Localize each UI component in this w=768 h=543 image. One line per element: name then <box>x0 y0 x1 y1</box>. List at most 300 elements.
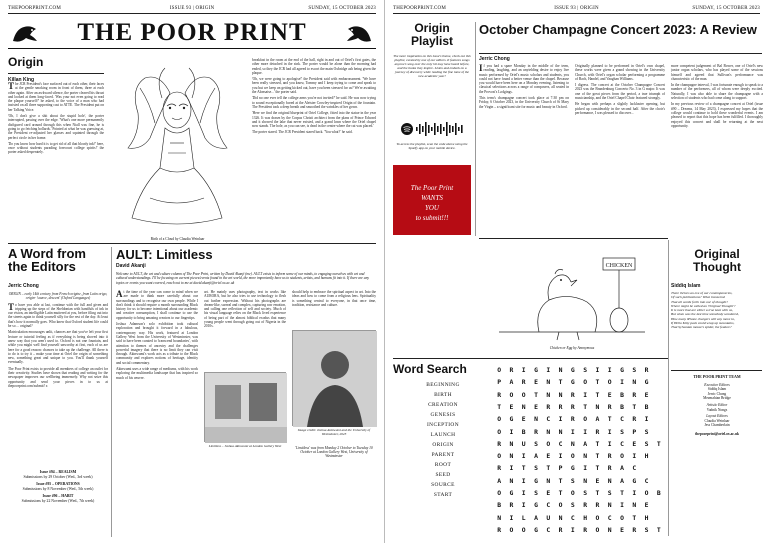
wordsearch-letter[interactable]: R <box>595 501 600 510</box>
wordsearch-letter[interactable]: E <box>521 415 526 424</box>
header-date: SUNDAY, 15 OCTOBER 2023 <box>692 6 760 11</box>
wordsearch-letter[interactable]: N <box>570 439 575 448</box>
wordsearch-word: CREATION <box>428 402 458 408</box>
wordsearch-letter[interactable]: R <box>632 525 637 534</box>
wordsearch-letter[interactable]: S <box>644 439 649 448</box>
wordsearch-letter[interactable]: I <box>509 427 514 436</box>
wordsearch-word: ORIGIN <box>432 442 454 448</box>
wordsearch-letter[interactable]: G <box>570 378 575 387</box>
wordsearch-letter[interactable]: T <box>558 488 563 497</box>
wordsearch-letter[interactable]: H <box>583 513 588 522</box>
wordsearch-letter[interactable]: T <box>595 464 600 473</box>
paragraph: 'Oh, I don't give a shit about the stupid hole', the porter interrupted, passing over the edge. 'What's one more permanently disfigured card around through this when Niall was fine, he is going to go fetching bollards.' Pointed at what he was guessing at, the President re-adjusted her glasses and squinted through the perfect circle in her frame. <box>8 114 104 140</box>
wordsearch-letter[interactable]: I <box>558 415 563 424</box>
wordsearch-letter[interactable]: G <box>644 378 649 387</box>
wordsearch-letter[interactable] <box>653 389 665 401</box>
spotify-caption: To access the playlist, scan the code above using the Spotify app on your mobile device. <box>396 142 468 150</box>
poem-line: That Sylvanian mouse's spider, the feature? <box>671 325 732 330</box>
wordsearch-letter[interactable]: I <box>570 427 575 436</box>
wordsearch-letter[interactable]: B <box>497 501 502 510</box>
wordsearch-letter[interactable]: T <box>607 415 612 424</box>
original-thought-poem <box>671 291 763 361</box>
poem-line: How many iPhone chargers will any move to, <box>671 316 735 321</box>
wordsearch-letter[interactable]: N <box>632 378 637 387</box>
wordsearch-letter[interactable]: O <box>620 452 624 461</box>
wordsearch-letter[interactable]: A <box>620 464 624 473</box>
wordsearch-letter[interactable]: I <box>521 452 526 461</box>
wordsearch-letter[interactable]: H <box>644 452 649 461</box>
wordsearch-letter[interactable]: C <box>546 525 551 534</box>
wordsearch-letter[interactable]: I <box>644 415 649 424</box>
chicken-or-egg-illustration <box>479 240 665 344</box>
wordsearch-letter[interactable]: I <box>583 464 588 473</box>
issue-detail: Submissions by 29 October (Wed., 3rd week) <box>23 474 93 479</box>
wordsearch-letter[interactable]: R <box>497 439 502 448</box>
wordsearch-letter[interactable]: E <box>546 488 551 497</box>
wordsearch-letter[interactable]: R <box>497 525 502 534</box>
wordsearch-letter[interactable]: E <box>534 402 538 411</box>
wordsearch-letter[interactable]: R <box>570 402 575 411</box>
wordsearch-letter[interactable]: B <box>620 390 624 399</box>
paragraph: This term's champagne concert took place at 7:30 pm on Friday, 6 October 2023, in the University Church of St Mary the Virgin – a significant site for music and beauty in Oxford. <box>479 96 569 109</box>
wordsearch-letter[interactable]: C <box>607 513 612 522</box>
wordsearch-letter[interactable]: I <box>509 513 514 522</box>
wordsearch-letter[interactable]: C <box>570 513 575 522</box>
wordsearch-letter[interactable]: R <box>570 390 575 399</box>
origin-story-continued <box>252 58 376 236</box>
paragraph: more competent judgement of Bal Bower, one of Oriel's new junior organ scholars, who has played some of the sessions himself and agreed that Sullivan's performance was characteristic of the man. <box>671 64 763 81</box>
wordsearch-letter[interactable]: O <box>570 488 575 497</box>
poem-line: That all words forth into our of thought? <box>671 299 728 304</box>
team-email[interactable]: thepoorprint@oriel.ox.ac.uk <box>695 431 739 436</box>
wordsearch-letter[interactable]: G <box>620 366 624 375</box>
wordsearch-letter[interactable]: N <box>546 390 551 399</box>
wordsearch-letter[interactable]: E <box>607 390 612 399</box>
wordsearch-letter[interactable]: I <box>558 452 563 461</box>
wordsearch-letter[interactable]: T <box>534 390 538 399</box>
wordsearch-letter[interactable]: L <box>521 513 526 522</box>
wordsearch-letter[interactable]: T <box>546 464 551 473</box>
header-site: THEPOORPRINT.COM <box>8 6 61 11</box>
wordsearch-letter[interactable]: S <box>607 488 612 497</box>
wordsearch-letter[interactable]: R <box>558 402 563 411</box>
wordsearch-grid[interactable] <box>493 364 665 536</box>
wordsearch-letter[interactable]: T <box>558 378 563 387</box>
wordsearch-letter[interactable] <box>640 462 652 474</box>
wordsearch-letter[interactable]: O <box>570 452 575 461</box>
wordsearch-letter[interactable]: O <box>497 488 502 497</box>
paragraph: Matriculation encourages unlit, chances are that you've left your first lecture or tutorial feeling as if everything is being shoved into it anew way that you aren't used to. Oxford is not one fountain, and while you might well find yourself unworthy at first, each of us are here for a good reason: chances to take up the challenge. All there is to do is to try it – make your time at Oriel the origin of something new, something great and unique to you. You'll thank yourself eventually. <box>8 330 108 365</box>
wordsearch-letter[interactable]: G <box>534 525 538 534</box>
wordsearch-letter[interactable]: E <box>620 525 624 534</box>
wordsearch-letter[interactable]: S <box>644 525 649 534</box>
editors-letter <box>8 292 108 467</box>
wordsearch-letter[interactable]: G <box>570 366 575 375</box>
issue-label: Issue #94 – REALISM <box>39 470 77 474</box>
playlist-title: Origin Playlist <box>410 21 454 48</box>
wordsearch-letter[interactable]: T <box>595 439 600 448</box>
wordsearch-letter[interactable]: I <box>521 488 526 497</box>
poem-line: It is more that are either a true knot with us, <box>671 308 733 313</box>
wordsearch-letter[interactable]: N <box>558 366 563 375</box>
wordsearch-letter[interactable] <box>653 499 665 511</box>
wordsearch-letter[interactable]: O <box>595 525 600 534</box>
wordsearch-letter[interactable]: E <box>509 402 514 411</box>
wordsearch-letter[interactable]: C <box>644 476 649 485</box>
wordsearch-letter[interactable]: T <box>620 488 624 497</box>
wordsearch-letter[interactable]: C <box>632 464 637 473</box>
wordsearch-letter[interactable]: P <box>497 378 502 387</box>
wordsearch-letter[interactable]: S <box>583 366 588 375</box>
wordsearch-letter[interactable]: O <box>644 488 649 497</box>
wordsearch-letter[interactable]: G <box>534 501 538 510</box>
wordsearch-word: BIRTH <box>434 392 452 398</box>
wordsearch-letter[interactable]: O <box>521 390 526 399</box>
concert-column-3 <box>671 64 763 244</box>
wordsearch-letter[interactable]: T <box>632 513 637 522</box>
team-member: Claudia Weinlaar <box>704 418 730 423</box>
header-issue: ISSUE 93 | ORIGIN <box>554 6 599 11</box>
wordsearch-letter[interactable]: E <box>595 476 600 485</box>
concert-title: October Champagne Concert 2023: A Review <box>479 22 757 37</box>
wordsearch-letter[interactable]: O <box>497 427 502 436</box>
right-page <box>384 0 768 543</box>
wordsearch-letter[interactable]: B <box>620 402 624 411</box>
original-thought-byline: Siddiq Islam <box>671 283 701 289</box>
wordsearch-letter[interactable]: T <box>558 476 563 485</box>
wordsearch-letter[interactable]: E <box>546 452 551 461</box>
wordsearch-letter[interactable]: N <box>546 427 551 436</box>
wordsearch-letter[interactable]: N <box>558 390 563 399</box>
wordsearch-word: GENESIS <box>430 412 456 418</box>
wordsearch-word: START <box>433 492 453 498</box>
wordsearch-letter[interactable]: R <box>607 452 612 461</box>
wordsearch-letter[interactable]: I <box>620 501 624 510</box>
wordsearch-letter[interactable]: I <box>595 366 600 375</box>
wordsearch-letter[interactable]: R <box>583 525 588 534</box>
wordsearch-letter[interactable]: H <box>644 513 649 522</box>
wordsearch-letter[interactable]: C <box>546 501 551 510</box>
limitless-caption: Limitless – Joshua Akinwumi at London Gallery West <box>208 444 282 448</box>
wordsearch-letter[interactable]: N <box>509 452 514 461</box>
wordsearch-letter[interactable]: T <box>497 402 502 411</box>
ault-title: AULT: Limitless <box>116 247 213 262</box>
ault-intro: Welcome to AULT, the art and culture column of The Poor Print, written by David Akanji (me). AULT exists to inform some of our minds, to engaging ourselves with art and cultural understandings. I'll be focusing on current pieces/events found in the art world, the more importantly have us to students, artists, and humans fit into it. If there are any topics or events you want covered, reach out to me at david.akanji@oriel.ox.ac.uk <box>116 272 369 285</box>
original-thought-title: Original Thought <box>693 247 741 274</box>
wordsearch-letter[interactable]: R <box>497 390 502 399</box>
team-credits <box>671 375 763 535</box>
paragraph: should help to embrace the spiritual aspect in art. Into the ideas and how to come from a religious lens. Spirituality is something central to everyone, in that once time, tradition, resistance and culture. <box>292 290 376 307</box>
wordsearch-letter[interactable]: A <box>620 476 624 485</box>
wordsearch-letter[interactable]: C <box>558 439 563 448</box>
wordsearch-letter[interactable]: I <box>583 390 588 399</box>
wordsearch-word: ROOT <box>434 462 452 468</box>
portrait-image-icon <box>293 331 377 427</box>
wordsearch-letter[interactable]: N <box>558 427 563 436</box>
wordsearch-letter[interactable]: S <box>534 464 538 473</box>
wordsearch-letter[interactable]: G <box>509 415 514 424</box>
wordsearch-letter[interactable]: G <box>632 476 637 485</box>
wordsearch-letter[interactable]: I <box>570 525 575 534</box>
wordsearch-letter[interactable]: R <box>583 501 588 510</box>
wordsearch-letter[interactable]: C <box>620 439 624 448</box>
wordsearch-letter[interactable]: A <box>534 513 538 522</box>
wordsearch-letter[interactable]: N <box>583 452 588 461</box>
wordsearch-letter[interactable]: A <box>583 439 588 448</box>
wordsearch-letter[interactable]: I <box>607 439 612 448</box>
paragraph: art. He mainly uses photography, text in works like AURORA, but he also tries to use technology to flesh out further expression. Without his photographs are dream-like, surreal and complex, capturing raw emotion, and calling one reflection of self and society. Much of his visual language relies on the Black lived experience of being part of the almost biblical exodus that many young people went through going out of Nigeria in the 2010s. <box>204 290 286 329</box>
wordsearch-letter[interactable]: B <box>644 402 649 411</box>
wordsearch-letter[interactable]: N <box>521 402 526 411</box>
wordsearch-letter[interactable]: P <box>558 464 563 473</box>
origin-byline: Killan King <box>8 77 35 83</box>
masthead-title: THE POOR PRINT <box>77 19 307 46</box>
team-role: Artistic Editor <box>706 402 728 407</box>
issue-label: Issue #96 – HABIT <box>42 494 74 499</box>
wordsearch-letter[interactable]: T <box>595 390 600 399</box>
wordsearch-letter[interactable]: R <box>595 427 600 436</box>
wordsearch-letter[interactable]: G <box>509 488 514 497</box>
poem-line: But when was the last time somebody wondered, <box>671 312 739 317</box>
wordsearch-letter[interactable]: A <box>509 378 514 387</box>
team-member: Jerric Chong <box>707 391 727 396</box>
wordsearch-letter[interactable]: O <box>546 439 551 448</box>
wordsearch-letter[interactable]: R <box>521 378 526 387</box>
wordsearch-letter[interactable]: S <box>570 476 575 485</box>
wordsearch-letter[interactable]: O <box>620 513 624 522</box>
wordsearch-letter[interactable]: A <box>497 476 502 485</box>
wordsearch-title: Word Search <box>393 362 467 376</box>
header-site: THEPOORPRINT.COM <box>393 6 446 11</box>
wordsearch-letter[interactable]: I <box>632 488 637 497</box>
concert-column-2 <box>575 64 665 234</box>
wordsearch-letter[interactable]: I <box>607 366 612 375</box>
wordsearch-letter[interactable]: U <box>521 439 526 448</box>
wordsearch-letter[interactable]: I <box>521 501 526 510</box>
wordsearch-letter[interactable]: A <box>595 415 600 424</box>
wordsearch-letter[interactable]: R <box>632 415 637 424</box>
paragraph: 'Did no one ever tell the college arms you're not invited?' he said. He was now trying to sound exceptionally bored at the Aleister Crowley-inspired Origin of the fountain. The President took a deep breath and smoothed the wrinkles of her gown. <box>252 96 376 109</box>
wordsearch-letter[interactable]: T <box>583 402 588 411</box>
gallery-image-icon <box>205 373 287 443</box>
wordsearch-letter[interactable]: S <box>534 488 538 497</box>
poem-line: There thrives an era of our contemporaries, <box>671 291 733 295</box>
team-heading: THE POOR PRINT TEAM <box>693 374 741 379</box>
wordsearch-letter[interactable]: S <box>620 427 624 436</box>
wordsearch-letter[interactable]: E <box>644 390 649 399</box>
chicken-sign-text: CHICKEN <box>605 263 633 269</box>
wordsearch-letter[interactable]: N <box>595 402 600 411</box>
wordsearch-letter[interactable]: S <box>534 439 538 448</box>
wordsearch-letter[interactable]: T <box>656 525 661 534</box>
paragraph: To have you able at last, continue with the full and given and tripping up the steps of the Sheldonian with handfuls of ink in our vision, an intelligible Latin muttered at you, before filing out into the streets again to think yourself silly for the rest of the day. At least that's how it normally goes. Who knew that Oxford student life could be so… original? <box>8 301 108 329</box>
wordsearch-letter[interactable] <box>653 364 665 376</box>
wordsearch-letter[interactable]: A <box>534 452 538 461</box>
editors-byline: Jerric Chong <box>8 283 39 289</box>
wordsearch-letter[interactable]: N <box>534 415 538 424</box>
wordsearch-letter[interactable]: E <box>632 439 637 448</box>
team-member: Vadnik Nongs <box>706 407 728 412</box>
wordsearch-letter[interactable]: I <box>632 452 637 461</box>
wordsearch-letter[interactable]: R <box>607 464 612 473</box>
submit-line: WANTS <box>421 194 443 202</box>
upcoming-issues <box>8 470 108 504</box>
artist-photo <box>292 330 376 426</box>
photo-credit: Image credit: Joshua Akinwumi and the University of Westminster, 2023 <box>297 428 371 436</box>
submit-call-box[interactable] <box>393 165 471 235</box>
wordsearch-letter[interactable]: O <box>558 501 563 510</box>
wordsearch-letter[interactable]: R <box>644 366 649 375</box>
wordsearch-letter[interactable]: O <box>607 378 612 387</box>
playlist-intro: The more inspiration on this issue's theme, check out this playlist, curated by one of our editors. It features songs anyone's song over the only hit may have heard before, and the books they inspire. Listen and embark on a journey of discovery while reading the fine tome of the new academic year! <box>393 54 471 79</box>
wordsearch-letter[interactable]: T <box>632 402 637 411</box>
wordsearch-letter[interactable]: I <box>509 464 514 473</box>
wordsearch-letter[interactable]: I <box>521 476 526 485</box>
poem-line: Where might be called an 'Original Thought'? <box>671 303 736 308</box>
paragraph: In my previous review of a champagne concert at Oriel (issue #90 – Dreams, 14 May 2023), I expressed my hopes that the college would continue to hold these wonderful events. I am pleased to report that this hope has been fulfilled. I thoroughly enjoyed this concert and shall be returning at the next opportunity. <box>671 102 763 128</box>
wordsearch-letter[interactable]: O <box>497 452 502 461</box>
wordsearch-letter[interactable]: N <box>583 476 588 485</box>
editors-heading <box>8 247 108 273</box>
wordsearch-letter[interactable]: T <box>656 439 661 448</box>
issue-detail: Submissions by 22 November (Wed., 7th week) <box>21 498 95 503</box>
spotify-code-icon[interactable] <box>399 120 465 138</box>
wordsearch-letter[interactable]: O <box>595 513 600 522</box>
wordsearch-letter[interactable]: S <box>583 488 588 497</box>
wordsearch-letter[interactable]: I <box>607 427 612 436</box>
wordsearch-letter[interactable]: C <box>546 415 551 424</box>
submit-line: YOU <box>424 204 439 212</box>
wordsearch-letter[interactable]: S <box>632 366 637 375</box>
wordsearch-letter[interactable] <box>653 401 665 413</box>
dragon-crest-icon <box>10 21 40 45</box>
submit-line: to submit!!! <box>415 214 449 222</box>
wordsearch-letter[interactable]: B <box>521 427 526 436</box>
paragraph: At the time of the year can come to mind when we are made to think more carefully about our surroundings and to recognise our own people. While I don't think it should require a month surrounding Black history for us to become intentional about our academic and creative consumption, I shall continue to use the opportunity to bring amazing creators to our fingertips. <box>116 290 198 320</box>
birth-of-a-cloud-illustration <box>110 58 245 236</box>
paragraph: The JCR President's face surfaced out of each other, their faces at the gentle smoking room in front of them, three at each other again. After an awkward silence, the porter cleared his throat and looked at them long-faced. 'Was your not even going to read the plaque yourself?' he asked, to the voice of a man who had insisted on all three supporting cast to ATTE. The President put on her Talking Voice. <box>8 82 104 112</box>
wordsearch-letter[interactable]: N <box>497 513 502 522</box>
wordsearch-letter[interactable]: O <box>509 390 514 399</box>
paragraph: Joshua Adamson's solo exhibition took cultural exploration and brought it forward in a fabulous, contemporary way. His work, featured at London Gallery West from the University of Westminster, was said to have been curated to 'transcend boundaries', with attention to themes of ancestry and the challenges powerful imagery that there is no limit they can visit through. Akinwumi's work acts as a tribute to the Black community and explores notions of heritage, identity and social commentary. <box>116 322 198 365</box>
wordsearch-letter[interactable] <box>653 475 665 487</box>
wordsearch-letter[interactable] <box>653 450 665 462</box>
paragraph: 'Do you know how hard it is to get rid of all that bloody ink?' here, once without students parading forecourt college spirits!' the porter asked desperately. <box>8 141 104 155</box>
wordsearch-letter[interactable]: O <box>583 378 588 387</box>
wordsearch-letter[interactable] <box>653 425 665 437</box>
wordsearch-letter[interactable]: T <box>595 488 600 497</box>
running-header-left <box>8 6 376 14</box>
wordsearch-letter[interactable]: T <box>595 378 600 387</box>
wordsearch-letter[interactable]: P <box>632 427 637 436</box>
wordsearch-letter[interactable]: N <box>546 476 551 485</box>
wordsearch-letter[interactable]: O <box>509 525 514 534</box>
origin-heading <box>8 55 104 83</box>
wordsearch-letter[interactable] <box>653 413 665 425</box>
wordsearch-letter[interactable]: R <box>570 415 575 424</box>
issue-detail: Submissions by 8 November (Wed., 5th week) <box>22 486 94 491</box>
wordsearch-letter[interactable]: I <box>546 366 551 375</box>
origin-story <box>8 82 104 232</box>
wordsearch-letter[interactable]: E <box>534 378 538 387</box>
playlist-heading <box>393 22 471 48</box>
wordsearch-letter[interactable]: E <box>644 501 649 510</box>
wordsearch-letter[interactable]: S <box>644 427 649 436</box>
submit-line: The Poor Print <box>410 184 454 192</box>
wordsearch-letter[interactable]: R <box>632 390 637 399</box>
paragraph: 'Here we find the original blueprint of Oriel College, fitted into the statue in the year 1326. It was drawn by the Corpus Christi architect from the plans of Prince Edward and it showed the lake that never existed, and a grand lawn where the Oriel chapel now stands. The hole, as you can see, is dead in the centre where the cat was placed.' <box>252 111 376 129</box>
wordsearch-letter[interactable]: N <box>546 378 551 387</box>
wordsearch-letter[interactable]: N <box>509 476 514 485</box>
paragraph: Akinwumi uses a wide range of mediums, with his work exploring the multimedia landscape that has inspired so much of his oeuvre. <box>116 367 198 380</box>
wordsearch-word: PARENT <box>431 452 455 458</box>
wordsearch-letter[interactable]: N <box>607 476 612 485</box>
header-issue: ISSUE 93 | ORIGIN <box>169 6 215 11</box>
wordsearch-letter[interactable] <box>653 511 665 523</box>
wordsearch-letter[interactable]: G <box>534 366 538 375</box>
wordsearch-letter[interactable]: I <box>620 378 624 387</box>
ault-byline: David Akanji <box>116 263 146 269</box>
wordsearch-letter[interactable]: R <box>509 501 514 510</box>
wordsearch-letter[interactable]: T <box>521 464 526 473</box>
wordsearch-letter[interactable]: N <box>632 501 637 510</box>
wordsearch-letter[interactable]: B <box>656 488 661 497</box>
paragraph: The porter stared. The JCR President stared back. 'You what?' he said. <box>252 130 353 135</box>
issue-label: Issue #95 – OPERATIONS <box>36 482 80 487</box>
team-member: Siddiq Islam <box>707 387 727 392</box>
wordsearch-letter[interactable]: I <box>521 366 526 375</box>
wordsearch-letter[interactable]: G <box>570 464 575 473</box>
wordsearch-letter[interactable]: G <box>534 476 538 485</box>
wordsearch-letter[interactable]: R <box>534 427 538 436</box>
poem-line: If Hello Kitty pack could wrap up mountains, <box>671 321 735 326</box>
paragraph: 'Oh, we were going to apologise!' the President said with embarrassment. 'We have been really stressed, and you know, Tommy and I keep trying to come and speak to you but we keep on getting kicked out, have you been stressed for us? We're awaiting the Alonsaise...' the porter said. <box>252 77 376 95</box>
wordsearch-letter[interactable]: N <box>509 439 514 448</box>
wordsearch-letter[interactable]: R <box>546 402 551 411</box>
chicken-caption: Chicken or Egg by Anonymous <box>549 346 595 350</box>
wordsearch-letter[interactable]: N <box>558 513 563 522</box>
wordsearch-letter[interactable] <box>653 376 665 388</box>
wordsearch-letter[interactable]: O <box>497 366 502 375</box>
wordsearch-letter[interactable] <box>653 462 665 474</box>
wordsearch-letter[interactable]: S <box>570 501 575 510</box>
paragraph: breakfast in the room at the end of the hall, right in and out of Oriel's first gates, the other more detached in the sink. The porter would be alone than the morning had ended, so they the JCR had all agreed to escort the main Oxbridge ash being given the plaque. <box>252 58 376 75</box>
wordsearch-letter[interactable]: O <box>583 415 588 424</box>
wordsearch-letter[interactable]: N <box>607 501 612 510</box>
wordsearch-letter[interactable]: R <box>607 402 612 411</box>
wordsearch-letter[interactable]: O <box>497 415 502 424</box>
wordsearch-letter[interactable]: R <box>497 464 502 473</box>
wordsearch-letter[interactable]: C <box>620 415 624 424</box>
wordsearch-letter[interactable]: U <box>546 513 551 522</box>
wordsearch-word: LAUNCH <box>430 432 456 438</box>
exhibition-photo <box>204 372 286 442</box>
concert-column-1 <box>479 64 569 234</box>
wordsearch-letter[interactable]: I <box>583 427 588 436</box>
dragon-crest-icon <box>344 21 374 45</box>
poem-line: Of such publications? What transcend <box>671 295 725 300</box>
wordsearch-letter[interactable]: O <box>521 525 526 534</box>
team-member: Jess Chamberlain <box>704 423 730 428</box>
wordsearch-word-list <box>393 380 493 500</box>
exhibition-dates: 'Limitless' was from Monday 2 October to Tuesday 10 October at London Gallery West, University of Westminster <box>295 446 373 458</box>
wordsearch-letter[interactable]: N <box>607 525 612 534</box>
wordsearch-letter[interactable]: R <box>558 525 563 534</box>
wordsearch-word: INCEPTION <box>426 422 460 428</box>
wordsearch-letter[interactable]: R <box>509 366 514 375</box>
running-header-right <box>393 6 760 14</box>
wordsearch-letter[interactable]: T <box>595 452 600 461</box>
